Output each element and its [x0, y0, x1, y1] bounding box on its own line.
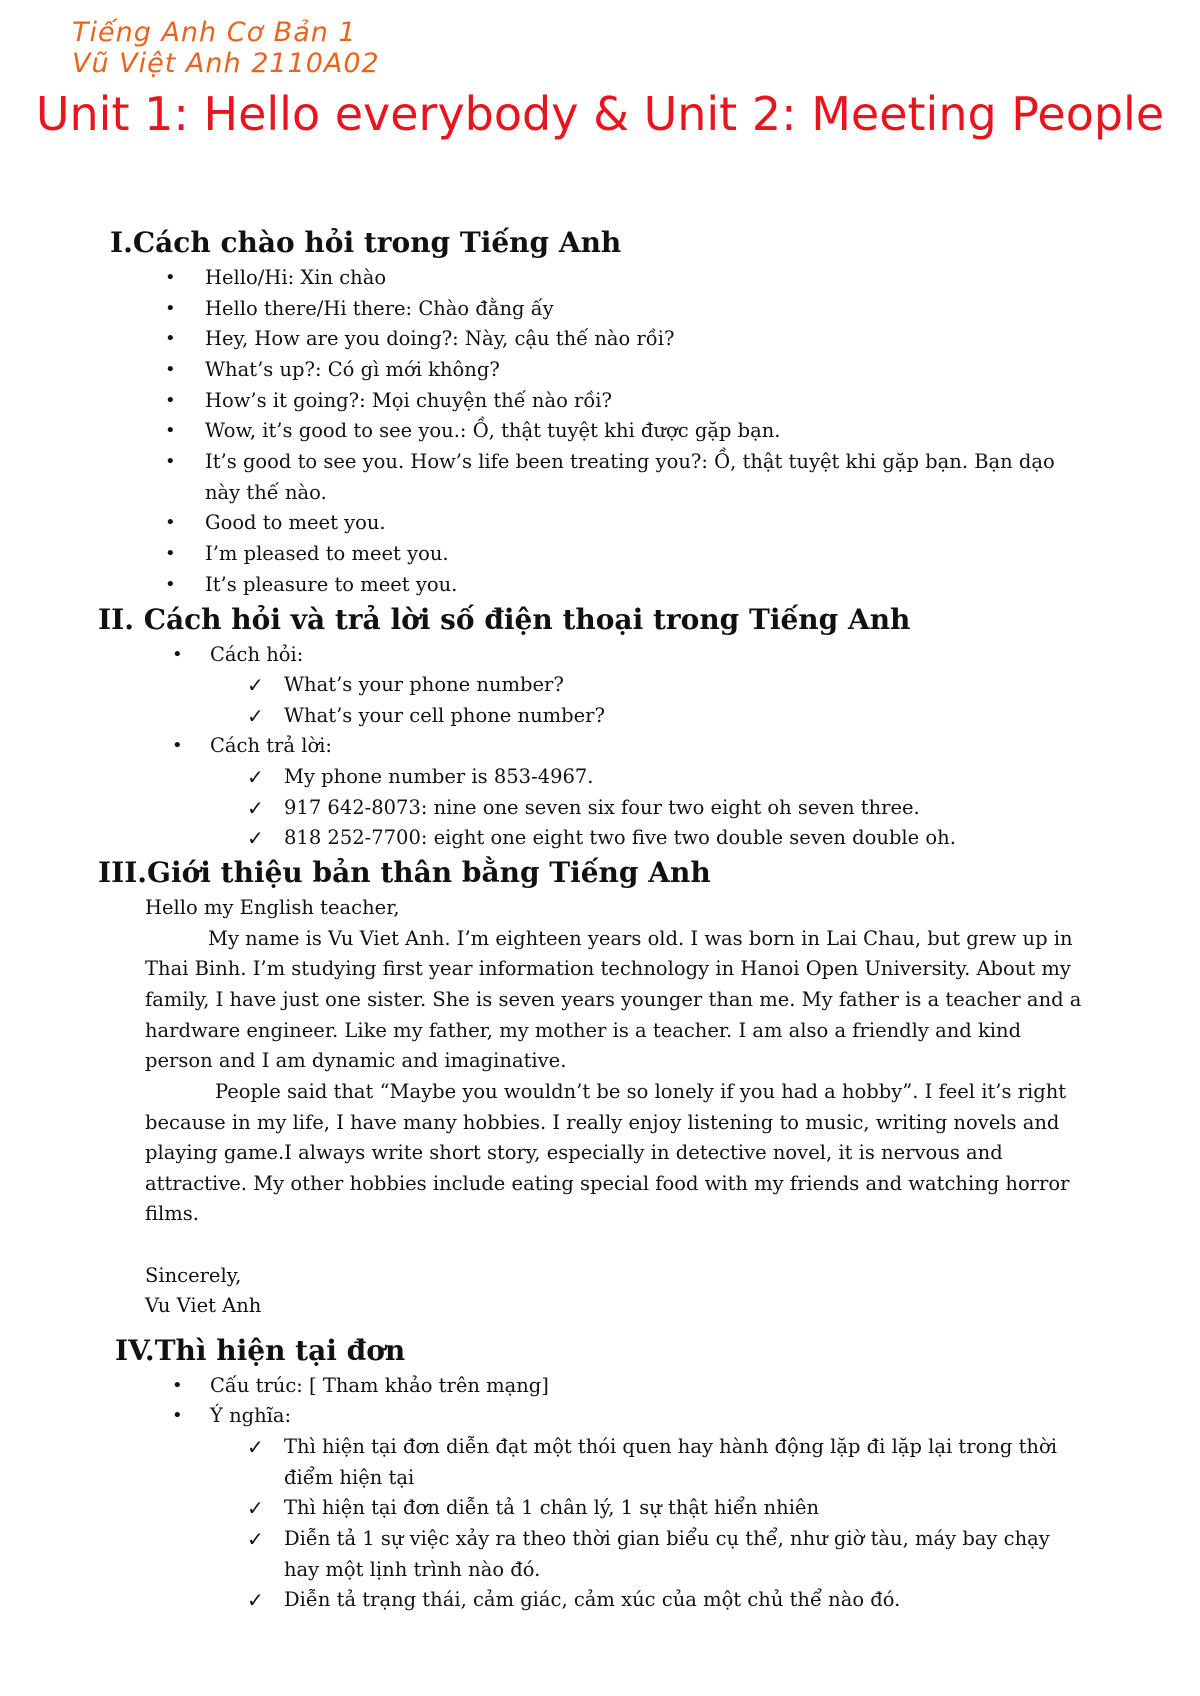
- bullet-dot-icon: •: [165, 543, 176, 564]
- section-4-number: IV.: [115, 1334, 155, 1367]
- list-item: Hello there/Hi there: Chào đằng ấy: [205, 297, 554, 320]
- checkmark-icon: ✓: [247, 1435, 264, 1459]
- list-item: How’s it going?: Mọi chuyện thế nào rồi?: [205, 389, 612, 412]
- list-item: Cấu trúc: [ Tham khảo trên mạng]: [210, 1374, 549, 1397]
- section-4-title: Thì hiện tại đơn: [154, 1334, 406, 1367]
- letter-signature: Vu Viet Anh: [145, 1294, 262, 1317]
- bullet-dot-icon: •: [172, 1405, 183, 1426]
- list-item: Cách hỏi:: [210, 643, 304, 666]
- paragraph-line: Thai Binh. I’m studying first year information technology in Hanoi Open University. About my: [145, 957, 1071, 980]
- list-item: It’s pleasure to meet you.: [205, 573, 458, 596]
- section-2-number: II.: [98, 603, 134, 636]
- paragraph-line: playing game.I always write short story, especially in detective novel, it is nervous and: [145, 1141, 1003, 1164]
- bullet-dot-icon: •: [172, 735, 183, 756]
- list-item: What’s your phone number?: [284, 673, 564, 696]
- checkmark-icon: ✓: [247, 673, 264, 697]
- list-item-continuation: hay một lịnh trình nào đó.: [284, 1558, 541, 1581]
- checkmark-icon: ✓: [247, 1527, 264, 1551]
- list-item: Wow, it’s good to see you.: Ồ, thật tuyệt khi được gặp bạn.: [205, 419, 781, 442]
- course-name: Tiếng Anh Cơ Bản 1: [72, 17, 357, 48]
- list-item: It’s good to see you. How’s life been treating you?: Ồ, thật tuyệt khi gặp bạn. Bạn dạo: [205, 450, 1055, 473]
- paragraph-line: family, I have just one sister. She is seven years younger than me. My father is a teacher and a: [145, 988, 1082, 1011]
- letter-closing: Sincerely,: [145, 1264, 242, 1287]
- list-item: Cách trả lời:: [210, 734, 332, 757]
- checkmark-icon: ✓: [247, 1588, 264, 1612]
- list-item: My phone number is 853-4967.: [284, 765, 594, 788]
- list-item: 917 642-8073: nine one seven six four two eight oh seven three.: [284, 796, 920, 819]
- paragraph-line: hardware engineer. Like my father, my mother is a teacher. I am also a friendly and kind: [145, 1019, 1022, 1042]
- paragraph-line: films.: [145, 1202, 199, 1225]
- list-item: Diễn tả trạng thái, cảm giác, cảm xúc của một chủ thể nào đó.: [284, 1588, 901, 1611]
- checkmark-icon: ✓: [247, 796, 264, 820]
- checkmark-icon: ✓: [247, 1496, 264, 1520]
- section-1-number: I.: [110, 226, 133, 259]
- paragraph-line: My name is Vu Viet Anh. I’m eighteen years old. I was born in Lai Chau, but grew up in: [208, 927, 1073, 950]
- bullet-dot-icon: •: [165, 574, 176, 595]
- section-4-heading: [115, 1334, 405, 1368]
- list-item: Good to meet you.: [205, 511, 386, 534]
- list-item: 818 252-7700: eight one eight two five two double seven double oh.: [284, 826, 956, 849]
- list-item: Ý nghĩa:: [210, 1404, 292, 1427]
- checkmark-icon: ✓: [247, 826, 264, 850]
- bullet-dot-icon: •: [165, 267, 176, 288]
- checkmark-icon: ✓: [247, 765, 264, 789]
- paragraph-line: person and I am dynamic and imaginative.: [145, 1049, 567, 1072]
- bullet-dot-icon: •: [165, 359, 176, 380]
- section-3-title: Giới thiệu bản thân bằng Tiếng Anh: [147, 856, 711, 889]
- bullet-dot-icon: •: [172, 1375, 183, 1396]
- section-1-title: Cách chào hỏi trong Tiếng Anh: [132, 226, 622, 259]
- bullet-dot-icon: •: [165, 328, 176, 349]
- bullet-dot-icon: •: [165, 298, 176, 319]
- section-2-heading: [98, 603, 910, 637]
- list-item-continuation: điểm hiện tại: [284, 1466, 415, 1489]
- bullet-dot-icon: •: [165, 390, 176, 411]
- list-item: What’s up?: Có gì mới không?: [205, 358, 500, 381]
- section-2-title: Cách hỏi và trả lời số điện thoại trong Tiếng Anh: [143, 603, 911, 636]
- paragraph-line: attractive. My other hobbies include eating special food with my friends and watching horror: [145, 1172, 1070, 1195]
- bullet-dot-icon: •: [165, 451, 176, 472]
- list-item: I’m pleased to meet you.: [205, 542, 449, 565]
- section-3-number: III.: [98, 856, 148, 889]
- bullet-dot-icon: •: [172, 644, 183, 665]
- list-item: Thì hiện tại đơn diễn tả 1 chân lý, 1 sự thật hiển nhiên: [284, 1496, 820, 1519]
- section-3-heading: [98, 856, 711, 890]
- bullet-dot-icon: •: [165, 420, 176, 441]
- bullet-dot-icon: •: [165, 512, 176, 533]
- list-item: Diễn tả 1 sự việc xảy ra theo thời gian biểu cụ thể, như giờ tàu, máy bay chạy: [284, 1527, 1050, 1550]
- paragraph-line: People said that “Maybe you wouldn’t be so lonely if you had a hobby”. I feel it’s right: [215, 1080, 1067, 1103]
- list-item: Hey, How are you doing?: Này, cậu thế nào rồi?: [205, 327, 675, 350]
- list-item: Thì hiện tại đơn diễn đạt một thói quen hay hành động lặp đi lặp lại trong thời: [284, 1435, 1057, 1458]
- letter-greeting: Hello my English teacher,: [145, 896, 400, 919]
- list-item: What’s your cell phone number?: [284, 704, 605, 727]
- list-item-continuation: này thế nào.: [205, 481, 327, 504]
- section-1-heading: [110, 226, 621, 260]
- paragraph-line: because in my life, I have many hobbies. I really enjoy listening to music, writing novels and: [145, 1111, 1060, 1134]
- checkmark-icon: ✓: [247, 704, 264, 728]
- document-title: Unit 1: Hello everybody & Unit 2: Meeting People: [35, 87, 1165, 141]
- list-item: Hello/Hi: Xin chào: [205, 266, 387, 289]
- student-name: Vũ Việt Anh 2110A02: [72, 48, 380, 79]
